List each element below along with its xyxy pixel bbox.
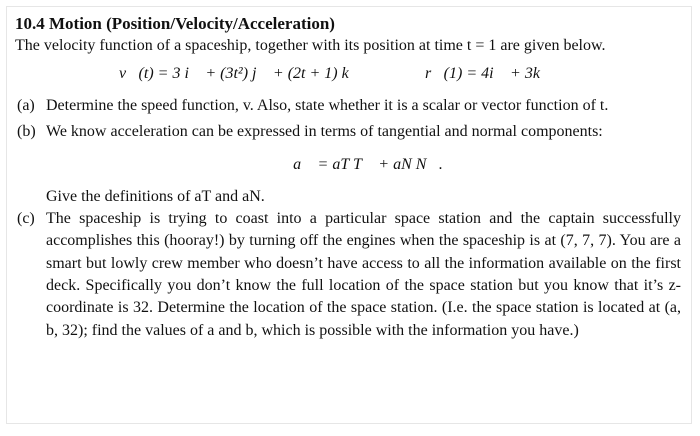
part-a-text: Determine the speed function, v. Also, state whether it is a scalar or vector function of t. (46, 97, 609, 114)
given-equations (15, 61, 681, 91)
velocity-equation: v⃗(t) = 3 i⃗ + (3t²) j⃗ + (2t + 1) k⃗ (119, 65, 362, 82)
part-a (15, 95, 681, 117)
part-b-followup: Give the definitions of aT and aN. (46, 187, 265, 205)
acceleration-equation: a⃗ = aT T⃗ + aN N⃗. (293, 155, 443, 173)
position-equation: r⃗(1) = 4i⃗ + 3k⃗ (425, 65, 553, 82)
problem-intro: The velocity function of a spaceship, together with its position at time t = 1 are given below. (15, 37, 606, 54)
part-c-text: The spaceship is trying to coast into a particular space station and the captain successfully accomplishes this (hooray!) by turning off the engines when the spaceship is at (7, 7, 7). You are a smart but lowly crew member who doesn’t have access to all the information available on the first deck. Specifically you don’t know the full location of the space station but you know that it’s z-coordinate is 32. Determine the location of the space station. (I.e. the space station is located at (a, b, 32); find the values of a and b, which is possible with the information you have.) (46, 209, 681, 339)
part-b-text: We know acceleration can be expressed in terms of tangential and normal components: (46, 123, 603, 141)
part-c (15, 208, 681, 342)
part-a-label: (a) (17, 97, 35, 114)
part-b (15, 121, 681, 143)
problem-card (6, 6, 692, 424)
section-title: 10.4 Motion (Position/Velocity/Acceleration) (15, 14, 335, 33)
part-c-label: (c) (17, 209, 35, 227)
part-b-label: (b) (17, 123, 36, 141)
